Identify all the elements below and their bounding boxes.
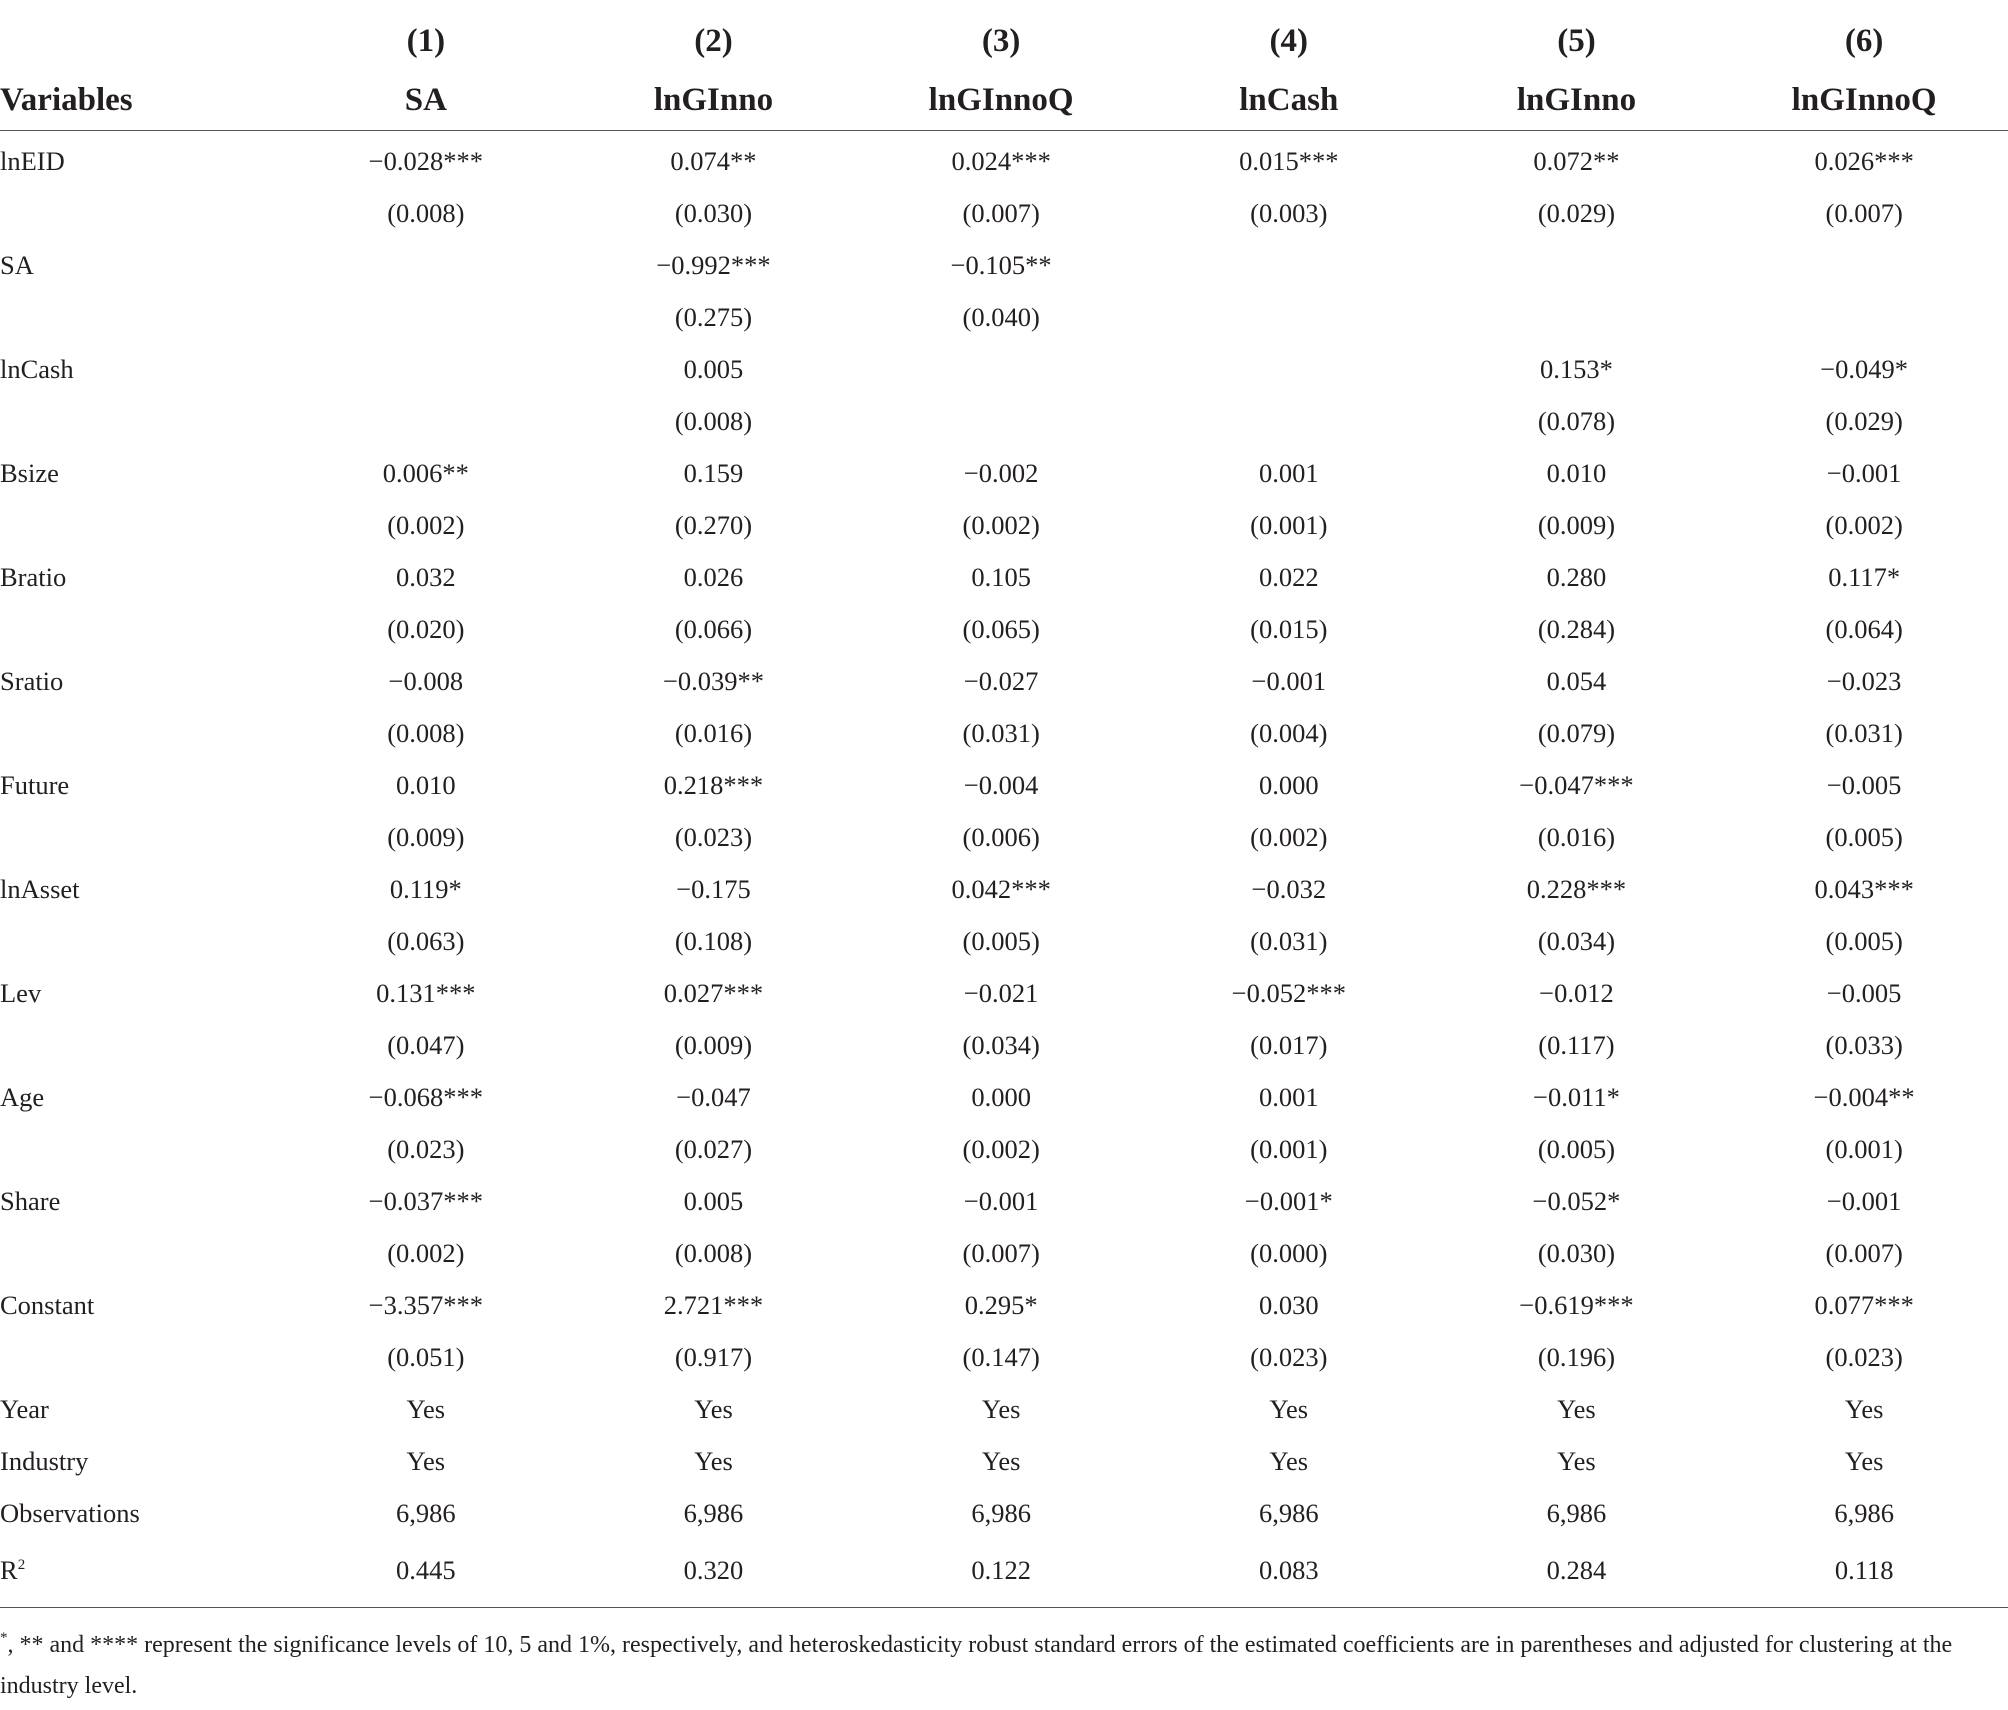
table-cell: (0.027) — [674, 1133, 753, 1164]
table-cell: 6,986 — [683, 1497, 744, 1528]
row-label-text: R — [0, 1554, 18, 1585]
blank-header-cell — [0, 12, 282, 70]
column-header: lnGInno — [570, 70, 858, 131]
table-cell: 0.117* — [1828, 561, 1901, 592]
table-cell: Yes — [694, 1445, 733, 1476]
table-cell: (0.002) — [962, 509, 1040, 540]
table-cell — [1145, 395, 1433, 447]
table-cell: −0.001 — [1251, 665, 1327, 696]
table-cell: (0.016) — [674, 717, 753, 748]
table-cell: −0.004 — [963, 769, 1039, 800]
table-cell: 0.119* — [389, 873, 462, 904]
table-cell: Yes — [981, 1393, 1021, 1424]
table-cell: 0.010 — [396, 769, 456, 800]
row-label-text: Age — [0, 1081, 45, 1112]
table-cell: 0.054 — [1546, 665, 1607, 696]
table-cell: (0.015) — [1250, 613, 1328, 644]
table-row — [0, 343, 2008, 395]
table-cell: (0.023) — [1250, 1341, 1328, 1372]
table-cell: −0.023 — [1826, 665, 1902, 696]
table-cell: (0.040) — [962, 301, 1040, 332]
footnote-text: , ** and **** represent the significance levels of 10, 5 and 1%, respectively, and heteroskedasticity robust standard errors of the estimated coefficients are in parentheses and adjusted for clustering at the industry level. — [0, 1632, 1953, 1699]
table-cell: 0.218*** — [663, 769, 764, 800]
table-cell: (0.016) — [1537, 821, 1616, 852]
table-cell: (0.033) — [1825, 1029, 1903, 1060]
table-cell — [1720, 291, 2008, 343]
table-cell: −0.001 — [963, 1185, 1039, 1216]
row-label-text: Constant — [0, 1289, 95, 1320]
table-cell — [282, 291, 570, 343]
table-cell: 0.074** — [670, 145, 757, 176]
regression-table — [0, 12, 2008, 1608]
variables-header: Variables — [0, 70, 282, 131]
table-cell: Yes — [1269, 1445, 1309, 1476]
row-label — [0, 291, 282, 343]
table-cell: 0.445 — [282, 1539, 570, 1608]
table-cell: (0.034) — [962, 1029, 1040, 1060]
row-label-text: Bratio — [0, 561, 67, 592]
footnote-marker: * — [0, 1630, 8, 1646]
table-cell: −3.357*** — [368, 1289, 483, 1320]
table-cell: (0.007) — [962, 197, 1040, 228]
row-label — [0, 1175, 282, 1227]
table-row-std-error — [0, 707, 2008, 759]
table-cell: (0.005) — [1537, 1133, 1616, 1164]
table-cell: (0.066) — [674, 613, 753, 644]
row-label — [0, 967, 282, 1019]
table-cell: (0.001) — [1825, 1133, 1903, 1164]
table-cell: −0.004** — [1813, 1081, 1915, 1112]
table-cell: (0.008) — [674, 405, 753, 436]
table-cell: −0.175 — [676, 873, 751, 904]
table-cell: (0.284) — [1537, 613, 1616, 644]
table-cell: (0.030) — [674, 197, 753, 228]
row-label — [0, 759, 282, 811]
row-label-text: Bsize — [0, 457, 59, 488]
row-label — [0, 1019, 282, 1071]
table-row-std-error — [0, 499, 2008, 551]
row-label-text: Observations — [0, 1497, 140, 1528]
table-cell: (0.002) — [387, 509, 465, 540]
row-label — [0, 863, 282, 915]
table-row-std-error — [0, 1227, 2008, 1279]
row-label — [0, 1227, 282, 1279]
row-label — [0, 447, 282, 499]
row-label — [0, 1331, 282, 1383]
table-cell: −0.001 — [1826, 457, 1902, 488]
table-cell: 0.320 — [570, 1539, 858, 1608]
table-cell: (0.007) — [962, 1237, 1040, 1268]
row-label — [0, 915, 282, 967]
row-label-text: lnAsset — [0, 873, 80, 904]
table-row-std-error — [0, 395, 2008, 447]
table-row — [0, 967, 2008, 1019]
table-row-std-error — [0, 1123, 2008, 1175]
table-cell: 0.005 — [683, 1185, 744, 1216]
column-number: (2) — [694, 22, 733, 59]
table-cell: −0.001 — [1826, 1185, 1902, 1216]
table-cell — [1145, 239, 1433, 291]
row-label-text: lnEID — [0, 145, 65, 176]
table-cell: 0.072** — [1533, 145, 1620, 176]
table-cell: (0.147) — [962, 1341, 1040, 1372]
table-cell: (0.196) — [1537, 1341, 1616, 1372]
table-cell: 0.001 — [1258, 457, 1319, 488]
table-cell: −0.028*** — [368, 145, 483, 176]
table-cell: −0.027 — [963, 665, 1039, 696]
table-cell: −0.049* — [1820, 353, 1909, 384]
column-number: (6) — [1844, 22, 1884, 59]
table-cell: −0.005 — [1826, 769, 1902, 800]
table-cell: 0.010 — [1546, 457, 1607, 488]
table-cell: 0.280 — [1546, 561, 1607, 592]
table-cell: −0.105** — [950, 249, 1052, 280]
table-cell: (0.002) — [1250, 821, 1328, 852]
table-row — [0, 759, 2008, 811]
row-label — [0, 395, 282, 447]
column-number: (3) — [981, 22, 1021, 59]
table-cell: (0.004) — [1250, 717, 1328, 748]
table-cell: 6,986 — [1546, 1497, 1607, 1528]
row-label — [0, 655, 282, 707]
row-label — [0, 551, 282, 603]
table-cell: −0.047 — [676, 1081, 751, 1112]
table-cell: 0.043*** — [1814, 873, 1914, 904]
table-row — [0, 447, 2008, 499]
row-label — [0, 1487, 282, 1539]
table-cell: (0.003) — [1250, 197, 1328, 228]
table-row-std-error — [0, 811, 2008, 863]
table-cell: (0.008) — [674, 1237, 753, 1268]
table-row-std-error — [0, 291, 2008, 343]
table-cell: (0.009) — [674, 1029, 753, 1060]
table-cell: Yes — [1557, 1393, 1596, 1424]
column-header: SA — [282, 70, 570, 131]
table-cell: 0.030 — [1258, 1289, 1319, 1320]
table-cell: −0.001* — [1244, 1185, 1333, 1216]
row-label — [0, 1383, 282, 1435]
table-cell: 0.105 — [971, 561, 1031, 592]
table-cell: −0.002 — [963, 457, 1039, 488]
table-cell: (0.009) — [1537, 509, 1616, 540]
table-cell: Yes — [406, 1445, 446, 1476]
table-cell: (0.031) — [1825, 717, 1903, 748]
table-cell — [1433, 291, 1721, 343]
column-header: lnGInnoQ — [1720, 70, 2008, 131]
table-cell — [1145, 343, 1433, 395]
table-cell: 0.284 — [1433, 1539, 1721, 1608]
table-cell: (0.005) — [1825, 821, 1903, 852]
table-cell: −0.052* — [1532, 1185, 1621, 1216]
table-row — [0, 1279, 2008, 1331]
table-cell: (0.017) — [1250, 1029, 1328, 1060]
table-cell — [1433, 239, 1721, 291]
table-cell: (0.008) — [387, 197, 465, 228]
table-cell: −0.039** — [662, 665, 765, 696]
table-footnote — [0, 1625, 2000, 1707]
table-cell: −0.052*** — [1231, 977, 1346, 1008]
table-cell: 6,986 — [1834, 1497, 1894, 1528]
table-cell: (0.023) — [674, 821, 753, 852]
row-label — [0, 187, 282, 239]
table-row — [0, 239, 2008, 291]
table-row-std-error — [0, 603, 2008, 655]
table-cell: 6,986 — [1258, 1497, 1319, 1528]
table-cell: 0.228*** — [1526, 873, 1627, 904]
table-cell: 0.000 — [1258, 769, 1319, 800]
row-label-superscript: 2 — [17, 1556, 26, 1573]
table-cell: −0.012 — [1539, 977, 1614, 1008]
table-cell: −0.992*** — [656, 249, 771, 280]
table-cell: Yes — [406, 1393, 446, 1424]
table-cell: 2.721*** — [663, 1289, 764, 1320]
table-row — [0, 1383, 2008, 1435]
table-cell: (0.007) — [1825, 1237, 1903, 1268]
table-row — [0, 1175, 2008, 1227]
table-cell: Yes — [1844, 1445, 1884, 1476]
table-row-std-error — [0, 1331, 2008, 1383]
table-cell: (0.117) — [1538, 1029, 1615, 1060]
table-cell: 0.077*** — [1814, 1289, 1914, 1320]
table-cell: Yes — [981, 1445, 1021, 1476]
row-label — [0, 239, 282, 291]
table-cell: Yes — [1557, 1445, 1596, 1476]
table-cell: Yes — [1269, 1393, 1309, 1424]
table-cell: 0.000 — [971, 1081, 1031, 1112]
table-cell: (0.270) — [674, 509, 753, 540]
row-label — [0, 131, 282, 188]
row-label-text: SA — [0, 249, 34, 280]
table-cell: (0.001) — [1250, 509, 1328, 540]
table-cell: −0.032 — [1251, 873, 1327, 904]
column-number: (4) — [1269, 22, 1309, 59]
table-cell: Yes — [1844, 1393, 1884, 1424]
row-label-text: Year — [0, 1393, 49, 1424]
table-cell: (0.002) — [387, 1237, 465, 1268]
table-cell: 0.159 — [683, 457, 744, 488]
table-cell: (0.000) — [1250, 1237, 1328, 1268]
table-cell: (0.079) — [1537, 717, 1616, 748]
table-cell: 0.026 — [683, 561, 744, 592]
table-cell: (0.108) — [674, 925, 753, 956]
table-row — [0, 863, 2008, 915]
table-row-std-error — [0, 915, 2008, 967]
table-cell: (0.008) — [387, 717, 465, 748]
table-cell: 0.042*** — [951, 873, 1051, 904]
row-label — [0, 343, 282, 395]
table-cell — [857, 395, 1145, 447]
column-number: (1) — [406, 22, 446, 59]
table-cell: (0.051) — [387, 1341, 465, 1372]
table-cell: (0.031) — [1250, 925, 1328, 956]
row-label-text: Sratio — [0, 665, 64, 696]
table-cell: (0.275) — [674, 301, 753, 332]
table-cell: 0.083 — [1145, 1539, 1433, 1608]
table-cell: 6,986 — [971, 1497, 1031, 1528]
table-cell: (0.002) — [962, 1133, 1040, 1164]
table-row — [0, 1539, 2008, 1608]
row-label-text: Share — [0, 1185, 61, 1216]
table-row — [0, 131, 2008, 188]
table-cell: 0.118 — [1720, 1539, 2008, 1608]
row-label-text: Future — [0, 769, 70, 800]
row-label — [0, 1071, 282, 1123]
table-cell: Yes — [694, 1393, 733, 1424]
table-cell: (0.078) — [1537, 405, 1616, 436]
table-cell: (0.034) — [1537, 925, 1616, 956]
table-row — [0, 1435, 2008, 1487]
table-cell: (0.007) — [1825, 197, 1903, 228]
table-cell: 0.001 — [1258, 1081, 1319, 1112]
row-label — [0, 603, 282, 655]
table-cell: 0.024*** — [951, 145, 1051, 176]
table-cell: 0.026*** — [1814, 145, 1914, 176]
table-cell — [1720, 239, 2008, 291]
table-row — [0, 655, 2008, 707]
table-cell: −0.037*** — [368, 1185, 483, 1216]
table-cell: −0.068*** — [368, 1081, 483, 1112]
column-header: lnGInno — [1433, 70, 1721, 131]
row-label — [0, 707, 282, 759]
table-cell — [282, 343, 570, 395]
table-cell: −0.005 — [1826, 977, 1902, 1008]
table-cell: (0.001) — [1250, 1133, 1328, 1164]
table-cell — [857, 343, 1145, 395]
table-cell: (0.006) — [962, 821, 1040, 852]
table-row — [0, 1071, 2008, 1123]
table-cell: 0.131*** — [376, 977, 476, 1008]
table-row — [0, 551, 2008, 603]
table-cell: (0.031) — [962, 717, 1040, 748]
table-cell: −0.011* — [1533, 1081, 1620, 1112]
table-cell: (0.064) — [1825, 613, 1903, 644]
table-cell: −0.008 — [388, 665, 464, 696]
table-cell: (0.047) — [387, 1029, 465, 1060]
table-cell: 0.122 — [857, 1539, 1145, 1608]
table-cell: (0.065) — [962, 613, 1040, 644]
column-header: lnCash — [1145, 70, 1433, 131]
table-row-std-error — [0, 187, 2008, 239]
table-cell: (0.002) — [1825, 509, 1903, 540]
row-label — [0, 1279, 282, 1331]
table-cell: (0.030) — [1537, 1237, 1616, 1268]
column-header: lnGInnoQ — [857, 70, 1145, 131]
table-cell: −0.021 — [963, 977, 1039, 1008]
table-cell: 0.295* — [964, 1289, 1038, 1320]
column-number-row — [0, 12, 2008, 70]
table-cell: −0.047*** — [1519, 769, 1634, 800]
table-cell — [1145, 291, 1433, 343]
table-cell: (0.005) — [962, 925, 1040, 956]
table-cell — [282, 239, 570, 291]
column-name-row — [0, 70, 2008, 131]
table-cell: −0.619*** — [1519, 1289, 1634, 1320]
table-cell: (0.029) — [1825, 405, 1903, 436]
table-cell: 0.153* — [1540, 353, 1613, 384]
table-cell: (0.029) — [1537, 197, 1616, 228]
table-cell: 0.022 — [1258, 561, 1319, 592]
table-cell: 0.006** — [382, 457, 469, 488]
table-row — [0, 1487, 2008, 1539]
table-cell: (0.020) — [387, 613, 465, 644]
table-cell: (0.005) — [1825, 925, 1903, 956]
row-label-text: lnCash — [0, 353, 74, 384]
table-row-std-error — [0, 1019, 2008, 1071]
row-label — [0, 499, 282, 551]
table-cell: 0.032 — [396, 561, 456, 592]
table-cell: 0.027*** — [663, 977, 764, 1008]
column-number: (5) — [1557, 22, 1596, 59]
table-cell: (0.023) — [387, 1133, 465, 1164]
row-label — [0, 1435, 282, 1487]
table-body — [0, 131, 2008, 1608]
table-cell: (0.009) — [387, 821, 465, 852]
row-label — [0, 1539, 282, 1608]
table-cell: (0.917) — [674, 1341, 753, 1372]
table-cell: 6,986 — [396, 1497, 456, 1528]
row-label-text: Industry — [0, 1445, 89, 1476]
table-cell: 0.015*** — [1239, 145, 1339, 176]
table-cell: (0.063) — [387, 925, 465, 956]
table-cell: 0.005 — [683, 353, 744, 384]
row-label-text: Lev — [0, 977, 42, 1008]
table-cell — [282, 395, 570, 447]
row-label — [0, 811, 282, 863]
table-cell: (0.023) — [1825, 1341, 1903, 1372]
row-label — [0, 1123, 282, 1175]
